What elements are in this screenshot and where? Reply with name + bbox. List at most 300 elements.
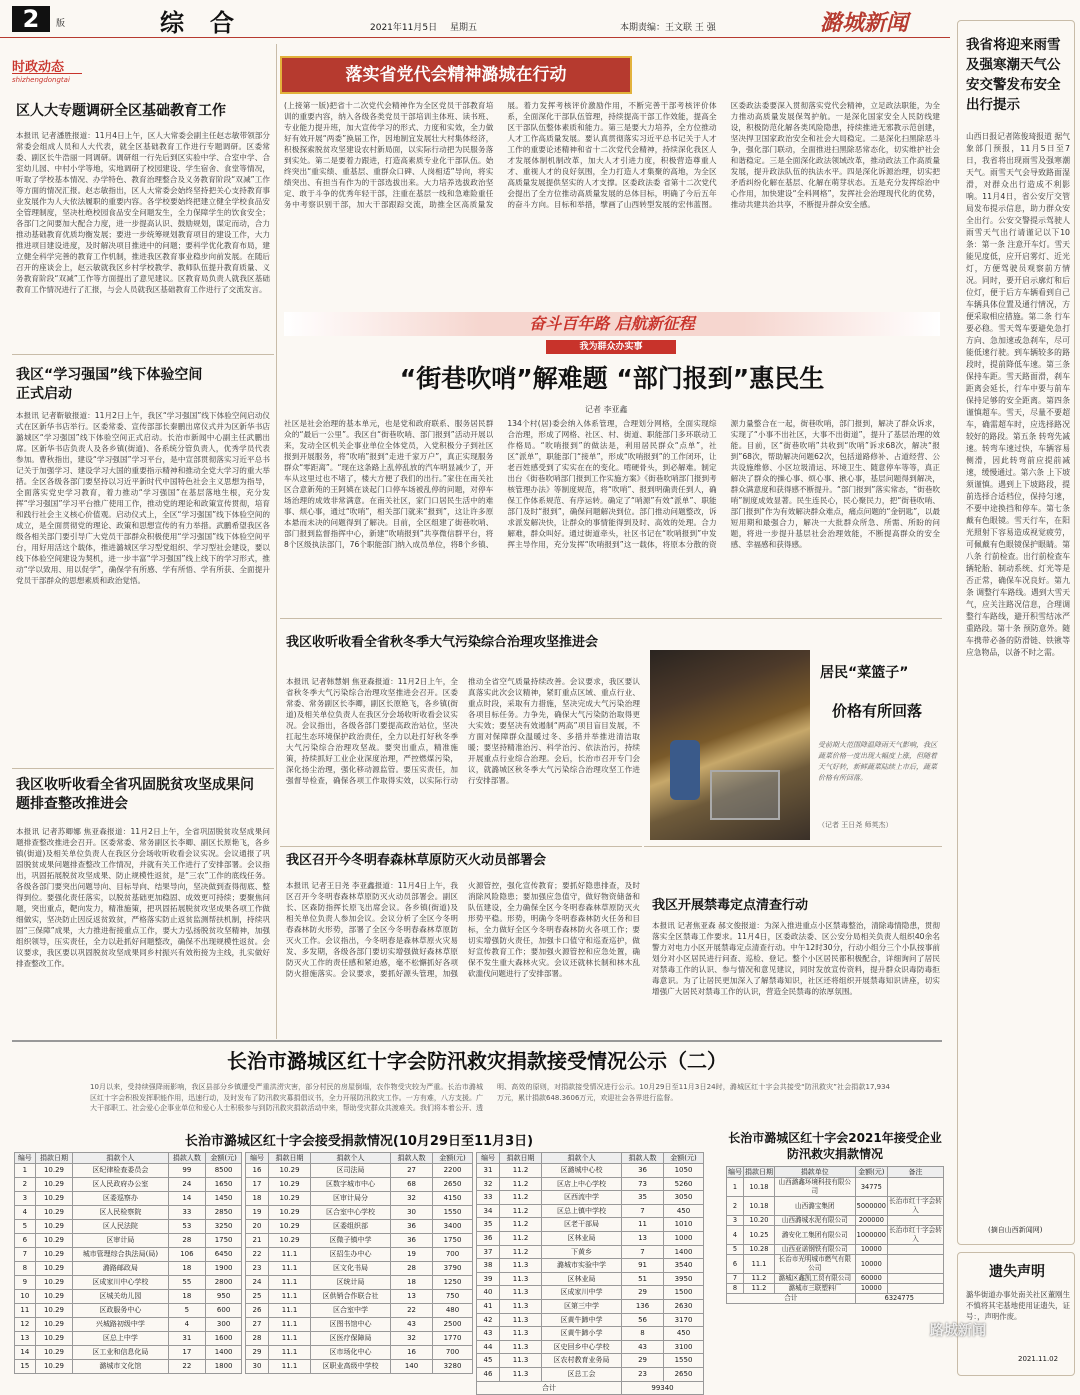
- column-divider: [276, 44, 277, 1039]
- table-cell: 19: [391, 1248, 433, 1262]
- donation-column: [14, 1152, 242, 1374]
- table-cell: 区老干部局: [542, 1218, 622, 1232]
- table-total-row: [477, 1381, 704, 1395]
- table-cell: [888, 1284, 944, 1294]
- table-cell: 28: [168, 1234, 206, 1248]
- table-cell: 区成家川中心学校: [73, 1276, 168, 1290]
- table-cell: 600: [206, 1303, 242, 1317]
- table-cell: 2650: [433, 1178, 473, 1192]
- donation-column: [476, 1152, 704, 1395]
- table-cell: 99: [168, 1164, 206, 1178]
- table-cell: 长治市红十字会转入: [889, 1197, 942, 1214]
- table-header-cell: 金额(元): [855, 1167, 887, 1178]
- table-cell: 20: [246, 1220, 269, 1234]
- table-cell: 30: [391, 1206, 433, 1220]
- table-row: [15, 1359, 242, 1373]
- table-cell: 3050: [664, 1191, 704, 1205]
- table-cell: 9: [15, 1276, 36, 1290]
- page-number: 2: [12, 6, 50, 32]
- table-cell: 潞城市实验中学: [542, 1259, 622, 1273]
- table-cell: 34: [477, 1204, 500, 1218]
- table-total-row: [727, 1294, 944, 1304]
- table-header-cell: 捐款人数: [168, 1153, 206, 1164]
- table-cell: 18: [246, 1192, 269, 1206]
- table-cell: 23: [246, 1262, 269, 1276]
- table-cell: 潞安化工集团有限公司: [775, 1226, 856, 1245]
- table-cell: 11.3: [500, 1340, 542, 1354]
- table-row: [477, 1313, 704, 1327]
- table-row: [477, 1367, 704, 1381]
- editor-line: 本期责编：王文联 王 强: [620, 23, 716, 33]
- table-header-cell: 捐款个人: [73, 1153, 168, 1164]
- shopper-figure: [670, 740, 700, 800]
- table-cell: 700: [433, 1248, 473, 1262]
- table-cell: 11.1: [269, 1317, 311, 1331]
- article-title: 我区“学习强国”线下体验空间正式启动: [16, 367, 203, 402]
- table-header-cell: 金额(元): [206, 1153, 242, 1164]
- table-cell: 27: [246, 1317, 269, 1331]
- divider: [12, 354, 274, 355]
- table-cell: 13: [391, 1290, 433, 1304]
- table-cell: 区成家川中学: [542, 1286, 622, 1300]
- table-cell: 10.20: [744, 1216, 775, 1226]
- table-cell: 45: [477, 1354, 500, 1368]
- article-title: 我区召开今冬明春森林草原防灭火动员部署会: [286, 853, 547, 868]
- table-row: [477, 1299, 704, 1313]
- table-cell: 10.29: [269, 1206, 311, 1220]
- table-cell: 16: [246, 1164, 269, 1178]
- enterprise-table-title: 长治市潞城区红十字会2021年接受企业防汛救灾捐款情况: [728, 1131, 942, 1161]
- table-header-cell: 捐款日期: [500, 1153, 542, 1164]
- table-cell: 区总工会: [542, 1367, 622, 1381]
- table-total-label: 合计: [477, 1381, 622, 1395]
- table-row: [15, 1276, 242, 1290]
- table-cell: 30: [246, 1359, 269, 1373]
- table-row: [15, 1164, 242, 1178]
- table-cell: 区招生办中心: [311, 1248, 391, 1262]
- table-cell: 38: [477, 1259, 500, 1273]
- table-cell: 10.29: [35, 1234, 73, 1248]
- article-body: 本报讯 记者王日尧 李亚鑫报道：11月4日上午，我区召开今冬明春森林草原防灭火动员部署会。副区长、区森防指挥长原飞出席会议。各乡镇(街道)及相关单位负责人参加会议。会议分析了全区今冬明春森林防火形势，部署了全区今冬明春森林草原防灭火工作。会议指出，今冬明春是森林草原火灾易发、多发期，各级各部门要切实增强做好森林草原防灭火工作的责任感和紧迫感，毫不松懈抓好各项防火措施落实。会议要求，要抓好源头管理，加强火源管控，强化宣传教育；要抓好隐患排查，及时消除风险隐患；要加强应急值守，做好物资储备和队伍建设，全力确保全区今冬明春森林草原防灭火形势平稳。形势，明确今冬明春森林防火任务和目标，全力做好全区今冬明春森林防火各项工作；要切实增强防火责任，加强卡口值守和巡查巡护，做好宣传教育工作；要加强火源管控和应急处置，确保不发生重大森林火灾。会议还就林长制和林木乱砍滥伐问题进行了安排部署。: [286, 881, 640, 978]
- donation-big-title: 长治市潞城区红十字会防汛救灾捐款接受情况公示（二）: [227, 1049, 727, 1073]
- table-cell: 1500: [664, 1286, 704, 1300]
- table-row: [727, 1178, 944, 1197]
- table-cell: [888, 1178, 944, 1197]
- table-cell: 10.29: [35, 1331, 73, 1345]
- table-cell: 13: [622, 1231, 664, 1245]
- table-cell: 44: [477, 1340, 500, 1354]
- table-header-cell: 编号: [728, 1168, 742, 1176]
- table-cell: 10000: [855, 1255, 887, 1274]
- table-cell: 8: [15, 1262, 36, 1276]
- photo-title: 价格有所回落: [832, 702, 923, 720]
- table-cell: 60000: [855, 1274, 887, 1284]
- table-cell: 11.1: [269, 1248, 311, 1262]
- column-tag-title: 时政动态: [12, 60, 65, 75]
- table-row: [15, 1178, 242, 1192]
- table-cell: 24: [246, 1276, 269, 1290]
- article-title: 我区开展禁毒定点清查行动: [652, 898, 809, 913]
- table-cell: 11.3: [500, 1354, 542, 1368]
- table-cell: 11.1: [269, 1359, 311, 1373]
- divider: [644, 846, 942, 847]
- table-cell: 5260: [664, 1177, 704, 1191]
- masthead: [0, 0, 950, 38]
- shopping-cart: [710, 770, 780, 820]
- donation-intro: 10月以来，受持续强降雨影响，我区县部分乡镇遭受严重洪涝灾害，部分村民的房屋倒塌，农作物受灾较为严重。长治市潞城区红十字会积极发挥职能作用，迅速行动，及时发布了防汛救灾募捐倡议书，全力开展防汛救灾工作。一方有难，八方支援。广大干部职工、社会爱心企事业单位和爱心人士积极参与到防汛救灾捐款活动中来，帮助受灾群众共渡难关。我们将本着公开、透明、高效的原则，对捐款接受情况进行公示。10月29日至11月3日24时，潞城区红十字会共接受“防汛救灾”社会捐款17,934万元，累计捐款648.3606万元，欢迎社会各界进行监督。: [90, 1083, 890, 1112]
- table-cell: 37: [477, 1245, 500, 1259]
- table-cell: 41: [477, 1299, 500, 1313]
- table-header-cell: 备注: [888, 1167, 944, 1178]
- table-cell: 11: [622, 1218, 664, 1232]
- table-cell: 11.1: [269, 1290, 311, 1304]
- table-cell: 11.2: [500, 1218, 542, 1232]
- table-row: [727, 1284, 944, 1294]
- table-row: [246, 1206, 473, 1220]
- table-cell: 43: [477, 1327, 500, 1341]
- table-cell: 10000: [855, 1245, 887, 1255]
- table-cell: 91: [622, 1259, 664, 1273]
- table-cell: 3: [727, 1216, 744, 1226]
- table-cell: 5: [727, 1245, 744, 1255]
- banner: [280, 56, 632, 94]
- table-cell: 10.29: [35, 1164, 73, 1178]
- table-cell: 区微子镇中学: [311, 1234, 391, 1248]
- table-cell: 11.2: [500, 1191, 542, 1205]
- table-cell: 区史回乡中心学校: [542, 1340, 622, 1354]
- table-cell: 区数字城市中心: [311, 1178, 391, 1192]
- table-cell: 10.29: [35, 1206, 73, 1220]
- table-cell: 36: [622, 1164, 664, 1178]
- table-cell: 7: [622, 1245, 664, 1259]
- table-cell: 长治市光明城市燃气有限公司: [775, 1255, 856, 1274]
- table-cell: 10.29: [35, 1317, 73, 1331]
- photo-title: 居民“菜篮子”: [820, 665, 909, 681]
- table-cell: 200000: [855, 1216, 887, 1226]
- table-cell: 10.29: [269, 1220, 311, 1234]
- table-cell: 5: [168, 1303, 206, 1317]
- table-row: [727, 1226, 944, 1245]
- table-cell: 32: [391, 1192, 433, 1206]
- sidebar-box: [957, 20, 1075, 1245]
- table-cell: 区西流中学: [542, 1191, 622, 1205]
- table-cell: 31: [477, 1164, 500, 1178]
- table-cell: 32: [477, 1177, 500, 1191]
- article-body: 社区是社会治理的基本单元，也是党和政府联系、服务居民群众的“最后一公里”。我区自“街巷吹哨、部门报到”活动开展以来，发动全区机关企事业单位全体党员，入党积极分子到社区报到开展服务，将“吹哨”报到“走进千家万户”，真正实现服务群众“零距离”。“现在这条路上乱停乱放的汽车明显减少了，开车从这里过也不堵了，楼大方便了我们的出行。”家住在南关社区合意新苑的王阿姨在谈起门口停车场被乱停的问题，对停车场治理的成效非常满意。在南关社区，家门口居民生活中的难事、烦心事，通过“吹哨”，相关部门就来“报到”，这让许多原本悬而未决的问题得到了解决。目前，全区组建了街巷吹哨、部门报到监督指挥中心，新建“吹哨报到”共享微信群平台，将8个区级执法部门，76个职能部门纳入成员单位，将8个乡镇、134个村(居)委会纳入体系管理，合理划分网格，全面实现综合治理，形成了网格、社区、村、街道、职能部门多环联动工作格局。“吹哨报到”的做法是，利用居民群众“点单”，社区“派单”，职能部门“接单”，形成“吹哨报到”的工作闭环，让老百姓感受到了实实在在的变化。啃硬骨头，到必解难。制定出台《街巷吹哨部门报到工作实施方案》《街巷吹哨部门报到考核管理办法》等制度规范，将“吹哨”、报到明确责任到人，确保工作体系规范、有序运转。确定了“哨源”有效“派单”、职能部门及时“报到”，确保问题解决到位。部门推动问题整改，诉求派发解决快，让群众的事情能得到及时、高效的处理。合力解难，群众叫好。通过街道牵头，社区书记在“吹哨报到”中发挥主导作用，充分发挥“吹哨报到”这一载体，将原本分散的资源力量整合在一起，街巷吹哨，部门报到，解决了群众诉求，实现了“小事不出社区，大事不出街道”，提升了基层治理的效能。目前，区“街巷吹哨”共收到“吹哨”诉求68次，解决“报到”68次，帮助解决问题62次，包括道路修补、占道经营、公共设施维修、小区垃圾清运、环境卫生、随意停车等等，真正解决了群众的操心事、烦心事、揪心事，基层问题得到解决，群众满意度和获得感不断提升。“部门报到”落实常态，“街巷吹哨”制度成效显著。民生连民心，民心聚民力，把“街巷吹哨、部门报到”作为有效解决群众难点，痛点问题的“金钥匙”，以最短用期和最强合力，解决一大批群众所急、所需、所盼的问题，将进一步提升基层社会治理效能，不断提高群众的安全感、幸福感和获得感。: [284, 419, 940, 549]
- table-header-cell: 编号: [246, 1153, 269, 1164]
- table-cell: 36: [477, 1231, 500, 1245]
- table-cell: 6: [15, 1234, 36, 1248]
- table-cell: 11.1: [269, 1262, 311, 1276]
- table-cell: 区职业高级中学校: [311, 1359, 391, 1373]
- table-cell: 2800: [206, 1276, 242, 1290]
- table-cell: 区图书馆中心: [311, 1317, 391, 1331]
- table-cell: 11.2: [744, 1274, 775, 1284]
- divider: [280, 618, 942, 619]
- table-cell: 10.18: [744, 1178, 775, 1197]
- table-cell: 区政服务中心: [73, 1303, 168, 1317]
- table-cell: 区纪律检查委员会: [73, 1164, 168, 1178]
- table-cell: 8: [622, 1327, 664, 1341]
- section-title: 综合: [160, 9, 260, 37]
- table-cell: 10.29: [35, 1220, 73, 1234]
- table-cell: 1000: [664, 1231, 704, 1245]
- table-header-cell: 捐款日期: [745, 1168, 773, 1176]
- divider: [12, 768, 274, 769]
- table-cell: 14: [15, 1345, 36, 1359]
- notice-body: 潞华街道办事处南关社区董刚生不慎将其宅基地使用证遗失，证号：，声明作废。: [966, 1290, 1070, 1321]
- table-cell: 山西潞鑫环境科技有限公司: [775, 1178, 856, 1197]
- feature-byline: 记者 李亚鑫: [585, 405, 628, 414]
- divider: [280, 846, 642, 847]
- table-cell: [888, 1255, 944, 1274]
- table-cell: 950: [206, 1290, 242, 1304]
- table-cell: 11.2: [500, 1204, 542, 1218]
- table-cell: 兴城路初级中学: [73, 1317, 168, 1331]
- table-header-cell: 捐款人数: [622, 1153, 664, 1164]
- table-cell: 3400: [433, 1220, 473, 1234]
- article-body: (上接第一版)把省十二次党代会精神作为全区党员干部教育培训的重要内容，纳入各级各类党员干部培训主体班、读书班、专业能力提升班，加大宣传学习的形式、力度和实效，全力做好有效开展“两委”换届工作，因地制宜发展壮大村集体经济，积极探索脱贫攻坚建设农村新局面，以实际行动把为民服务落到实处。第二是要着力跟进，打造高素质专业化干部队伍。始终突出“重实绩、重基层、重群众口碑、人岗相适”导向，将实绩突出、有担当有作为的干部选拔出来。大力培养选拔政治坚定、敢于斗争的优秀年轻干部，注重在基层一线和急难险重任务中考察识别干部，加大干部跟踪交流，助推全区高质量发展。着力发挥考核评价激励作用，不断完善干部考核评价体系，全面深化干部队伍管理，持续提高干部工作效能，提高全区干部队伍整体素质和能力。第三是要大力培养，全方位推动人才工作高质量发展。要认真贯彻落实习近平总书记关于人才工作的重要论述精神和省十二次党代会精神，持续深化我区人才发展体制机制改革，加大人才引进力度，积极营造尊重人才、重视人才的良好氛围，全力打造人才集聚的高地，为全区高质量发展提供坚实的人才支撑。区委政法委 省第十二次党代会提出了全方位推动高质量发展的总体目标，明确了今后五年的奋斗方向。目标和举措，擘画了山西转型发展的宏伟蓝图。区委政法委要深入贯彻落实党代会精神，立足政法职能，为全力推动高质量发展保驾护航。一是深化国家安全人民防线建设，积极防范化解各类风险隐患，持续推进无邪教示范创建，坚决捍卫国家政治安全和社会大局稳定。二是深化扫黑除恶斗争，强化部门联动，全面推进扫黑除恶常态化，切实维护社会和谐稳定。三是全面深化政法领域改革，推动政法工作高质量发展，提升政法队伍的执法水平。四是深化诉源治理，切实把矛盾纠纷化解在基层、化解在萌芽状态。五是充分发挥综治中心作用，加快建设“全科网格”，发挥社会治理现代化的优势，推动共建共治共享，不断提升群众安全感。: [284, 101, 940, 209]
- table-total-value: 99340: [622, 1381, 704, 1395]
- table-cell: 3250: [206, 1220, 242, 1234]
- table-cell: 11.1: [269, 1345, 311, 1359]
- table-cell: [888, 1216, 944, 1226]
- issue-date: 2021年11月5日: [370, 23, 438, 33]
- table-cell: 15: [15, 1359, 36, 1373]
- table-cell: 区城关幼儿园: [73, 1290, 168, 1304]
- table-cell: 区总上中学: [73, 1331, 168, 1345]
- table-cell: 4: [15, 1206, 36, 1220]
- table-row: [246, 1234, 473, 1248]
- table-row: [15, 1345, 242, 1359]
- table-cell: 18: [391, 1276, 433, 1290]
- table-row: [477, 1191, 704, 1205]
- table-row: [727, 1255, 944, 1274]
- table-cell: 28: [246, 1331, 269, 1345]
- table-cell: 区合室中学: [311, 1303, 391, 1317]
- enterprise-table-grid: [726, 1166, 944, 1304]
- article-title: 我区收听收看全省秋冬季大气污染综合治理攻坚推进会: [286, 635, 599, 650]
- table-header-cell: 捐款人数: [391, 1153, 433, 1164]
- table-cell: 1600: [206, 1331, 242, 1345]
- table-row: [727, 1197, 944, 1216]
- table-cell: 7: [622, 1204, 664, 1218]
- feature-headline: “街巷吹哨”解难题 “部门报到”惠民生: [399, 364, 825, 393]
- table-cell: 10.29: [35, 1303, 73, 1317]
- table-row: [477, 1177, 704, 1191]
- table-cell: 10.18: [744, 1197, 775, 1216]
- table-cell: 28: [391, 1262, 433, 1276]
- table-cell: 10: [15, 1290, 36, 1304]
- table-header-cell: 捐款日期: [269, 1153, 311, 1164]
- table-row: [15, 1303, 242, 1317]
- table-cell: 2500: [433, 1317, 473, 1331]
- table-header-cell: 编号: [15, 1153, 36, 1164]
- table-cell: 23: [622, 1367, 664, 1381]
- table-cell: 40: [477, 1286, 500, 1300]
- table-cell: 1900: [206, 1262, 242, 1276]
- table-header-row: [246, 1153, 473, 1164]
- table-cell: 18: [168, 1290, 206, 1304]
- table-cell: 26: [246, 1303, 269, 1317]
- sub-band: 我为群众办实事: [546, 340, 676, 354]
- table-cell: 区农村教育业务局: [542, 1354, 622, 1368]
- table-cell: 46: [477, 1367, 500, 1381]
- table-cell: 35: [477, 1218, 500, 1232]
- table-cell: 29: [246, 1345, 269, 1359]
- notice-title: 遗失声明: [989, 1264, 1045, 1280]
- table-cell: 1750: [433, 1234, 473, 1248]
- article-body: 本报讯 记者靳敏报道：11月2日上午，我区“学习强国”线下体验空间启动仪式在区新华书店举行。区委常委、宣传部部长秦鹏出席仪式并为区新华书店潞城区“学习强国”线下体验空间正式启动。长治市新闻中心副主任武鹏出席。区新华书店负责人及各乡镇(街道)、各系统分管负责人，优秀学员代表参加。曹秋指出，建设“学习强国”学习平台，是中宣部贯彻落实习近平总书记关于加强学习、建设学习大国的重要指示精神和推动全党大学习的重大举措。全区各级各部门要坚持以习近平新时代中国特色社会主义思想为指导，全面落实党史学习教育，着力推动“学习强国”在基层落地生根，充分发挥“学习强国”学习平台推广使用工作，推动党的理论和政策宣传贯彻，培育和践行社会主义核心价值观。启动仪式上，全区“学习强国”线下体验空间的成立，是全面贯彻党的理论、政策和思想宣传的有力举措。武鹏希望我区各级各相关部门要引导广大党员干部群众积极使用“学习强国”线下体验空间平台，用好用活这个载体，推进潞城区学习型党组织、学习型社会建设，要以线下体验空间建设为契机，进一步丰富“学习强国”线上线下的学习形式，推动“学以致用、用以促学”，确保学有所感、学有所悟、学有所获、全面提升党员干部群众的思想素质和政治觉悟。: [16, 411, 270, 585]
- table-row: [477, 1259, 704, 1273]
- table-row: [15, 1206, 242, 1220]
- table-cell: 1000000: [855, 1226, 887, 1245]
- table-cell: 1400: [206, 1345, 242, 1359]
- table-cell: 29: [622, 1286, 664, 1300]
- table-row: [477, 1204, 704, 1218]
- table-cell: 3280: [433, 1359, 473, 1373]
- table-cell: 33: [477, 1191, 500, 1205]
- table-row: [15, 1262, 242, 1276]
- slogan-band: [284, 312, 940, 336]
- table-cell: 8: [727, 1284, 744, 1294]
- table-cell: 区统计局: [311, 1276, 391, 1290]
- table-row: [727, 1274, 944, 1284]
- table-cell: 140: [391, 1359, 433, 1373]
- table-cell: 11.1: [269, 1276, 311, 1290]
- table-cell: 31: [168, 1331, 206, 1345]
- table-row: [246, 1192, 473, 1206]
- article-title: 我区收听收看全省巩固脱贫攻坚成果问题排查整改推进会: [16, 777, 254, 812]
- table-cell: 36: [391, 1234, 433, 1248]
- table-cell: 450: [664, 1327, 704, 1341]
- table-cell: 区黄牛蹄小学: [542, 1327, 622, 1341]
- slogan-text: 奋斗百年路 启航新征程: [529, 314, 695, 333]
- table-row: [477, 1231, 704, 1245]
- table-cell: 区委组织部: [311, 1220, 391, 1234]
- table-cell: 长治市红十字会转入: [889, 1226, 942, 1243]
- table-row: [15, 1331, 242, 1345]
- table-cell: 11.3: [500, 1299, 542, 1313]
- table-cell: 潞城市三联塑料厂: [775, 1284, 856, 1294]
- table-cell: 1050: [664, 1164, 704, 1178]
- table-header-cell: 捐款单位: [775, 1167, 856, 1178]
- divider: [12, 1040, 942, 1042]
- table-cell: 1450: [206, 1192, 242, 1206]
- table-cell: 11.1: [269, 1331, 311, 1345]
- table-cell: 3790: [433, 1262, 473, 1276]
- table-cell: 2: [727, 1197, 744, 1216]
- table-row: [246, 1248, 473, 1262]
- table-row: [246, 1262, 473, 1276]
- table-cell: 21: [246, 1234, 269, 1248]
- table-header-cell: 编号: [477, 1153, 500, 1164]
- table-cell: 12: [15, 1317, 36, 1331]
- table-cell: 10.29: [35, 1359, 73, 1373]
- table-cell: 16: [391, 1345, 433, 1359]
- table-cell: 区潞城中心校: [542, 1164, 622, 1178]
- table-row: [477, 1327, 704, 1341]
- table-cell: 11.2: [744, 1284, 775, 1294]
- table-cell: 10.29: [35, 1345, 73, 1359]
- table-cell: 750: [433, 1290, 473, 1304]
- table-cell: 300: [206, 1317, 242, 1331]
- table-cell: 29: [622, 1354, 664, 1368]
- table-header-cell: 金额(元): [433, 1153, 473, 1164]
- article-body: 本报讯 记者潘胜报道：11月4日上午，区人大常委会副主任赵志敏带领部分常委会组成人员和人大代表，就全区基础教育工作进行专题调研。区委常委、副区长牛浩丽一同调研。调研组一行先后到区实验中学、合室中学、合室幼儿园、中村小学等地，实地调研了校园建设、学生宿舍、食堂等情况，听取了学校基本情况、办学特色、教育治理整合及义务教育阶段“双减”工作等方面的情况汇报。赵志敏指出，区人大常委会始终坚持把关心支持教育事业发展作为人大依法履职的重要内容。各学校要始终把建立健全学校食品安全管理制度，坚决杜绝校园食品安全问题发生，全力保障学生的饮食安全；各部门之间要加大配合力度，进一步提高认识、鼓励规划，谋定而动，合力推动基础教育优质均衡发展；要进一步统筹规划教育项目的建设工作，大力推进项目建设进度，及时解决项目推进中的问题；要科学优化教育布局，建立健全科学完善的教育工作机制，推进我区教育事业稳步向前发展。在随后召开的座谈会上，赵云敏就我区乡村学校教学、教师队伍提升教育质量、义务教育阶段“双减”工作等方面提出了意见建议。区教育局负责人就我区基础教育工作情况进行了汇报，与会人员就我区基础教育工作进行了交流发言。: [16, 131, 270, 294]
- table-cell: 11.3: [500, 1286, 542, 1300]
- table-cell: 13: [15, 1331, 36, 1345]
- table-cell: 山西潞城水泥有限公司: [775, 1216, 856, 1226]
- table-row: [15, 1248, 242, 1262]
- table-cell: 11.3: [500, 1367, 542, 1381]
- table-cell: [888, 1245, 944, 1255]
- table-cell: 城市管理综合执法局(局): [73, 1248, 168, 1262]
- table-cell: 73: [622, 1177, 664, 1191]
- table-cell: 42: [477, 1313, 500, 1327]
- donation-table-title: 长治市潞城区红十字会接受捐款情况(10月29日至11月3日): [184, 1134, 534, 1149]
- table-cell: 136: [622, 1299, 664, 1313]
- article-title: 区人大专题调研全区基础教育工作: [16, 103, 226, 119]
- notice-date: 2021.11.02: [1018, 1355, 1059, 1363]
- table-cell: 10.29: [35, 1248, 73, 1262]
- table-cell: 56: [622, 1313, 664, 1327]
- table-cell: 2: [15, 1178, 36, 1192]
- table-total-label: 合计: [727, 1294, 856, 1304]
- table-cell: 3950: [664, 1272, 704, 1286]
- table-row: [727, 1245, 944, 1255]
- table-row: [477, 1245, 704, 1259]
- donation-table: [14, 1152, 704, 1392]
- table-cell: 35: [622, 1191, 664, 1205]
- table-cell: 68: [391, 1178, 433, 1192]
- table-row: [477, 1272, 704, 1286]
- table-cell: 10.29: [35, 1192, 73, 1206]
- table-cell: 39: [477, 1272, 500, 1286]
- table-cell: 10.29: [35, 1178, 73, 1192]
- table-row: [477, 1340, 704, 1354]
- table-cell: 区委巡察办: [73, 1192, 168, 1206]
- table-cell: 区林业局: [542, 1231, 622, 1245]
- table-cell: 10.28: [744, 1245, 775, 1255]
- table-total-value: 6324775: [855, 1294, 943, 1304]
- table-cell: 山西亚诺钢铁有限公司: [775, 1245, 856, 1255]
- table-cell: 34775: [855, 1178, 887, 1197]
- table-cell: 7: [727, 1274, 744, 1284]
- table-cell: 11.2: [500, 1177, 542, 1191]
- table-cell: 17: [168, 1345, 206, 1359]
- table-row: [246, 1178, 473, 1192]
- table-cell: 450: [664, 1204, 704, 1218]
- table-cell: 区文化书局: [311, 1262, 391, 1276]
- table-cell: 区供销合作联合社: [311, 1290, 391, 1304]
- table-cell: 10.29: [35, 1262, 73, 1276]
- table-cell: 区店上中心学校: [542, 1177, 622, 1191]
- table-cell: 山西潞宝集团: [775, 1197, 856, 1216]
- table-row: [727, 1216, 944, 1226]
- sidebar-body: 山西日报记者陈俊琦报道 据气象部门预报，11月5日至7日，我省将出现雨雪及强寒潮天气。雨雪天气会导致路面湿滑，对群众出行造成不利影响。11月4日，省公安厅交管局发布提示信息，助力群众安全出行。公安交警提示驾驶人雨雪天气出行请谨记以下10条：第一条 注意开车灯。雪天能见度低，应开启雾灯、近光灯，方便驾驶员观察前方情况。同时，要开启示廓灯和后位灯，便于后方车辆看到自己车辆具体位置及通行情况，方便采取相应措施。第二条 行车要必稳。雪天驾车要避免急打方向、急加速或急刹车，尽可能低速行驶。到车辆较多的路段时，提前降低车速。第三条 保持车距。雪天路面滑，刹车距离会延长，行车中要与前车保持足够的安全距离。第四条 谨慎超车。雪天，尽量不要超车，确需超车时，应选择路况较好的路段。第五条 转弯先减速。转弯车速过快，车辆容易侧滑，因此转弯前应提前减速，缓慢通过。第六条 上下坡须谨慎。遇到上下坡路段，提前选择合适档位，保持匀速，不要中途换挡和停车。第七条 戴有色眼镜。雪天行车，在阳光照射下容易造成视觉疲劳，可佩戴有色眼镜保护眼睛。第八条 行前检查。出行前检查车辆轮胎、制动系统、灯光等是否正常，确保车况良好。第九条 调整行车路线。遇到大雪天气，应关注路况信息，合理调整行车路线，避开积雪结冰严重路段。第十条 预防意外。随车携带必备的防滑链、铁锹等应急物品，以备不时之需。: [966, 132, 1070, 657]
- table-cell: 区林业局: [542, 1272, 622, 1286]
- table-cell: 11.3: [500, 1327, 542, 1341]
- table-cell: 3170: [664, 1313, 704, 1327]
- table-row: [15, 1317, 242, 1331]
- table-row: [246, 1359, 473, 1373]
- table-header-row: [727, 1167, 944, 1178]
- table-row: [246, 1290, 473, 1304]
- table-cell: 4: [168, 1317, 206, 1331]
- table-row: [477, 1286, 704, 1300]
- sidebar-headline: 我省将迎来雨雪及强寒潮天气公安交警发布安全出行提示: [966, 37, 1061, 113]
